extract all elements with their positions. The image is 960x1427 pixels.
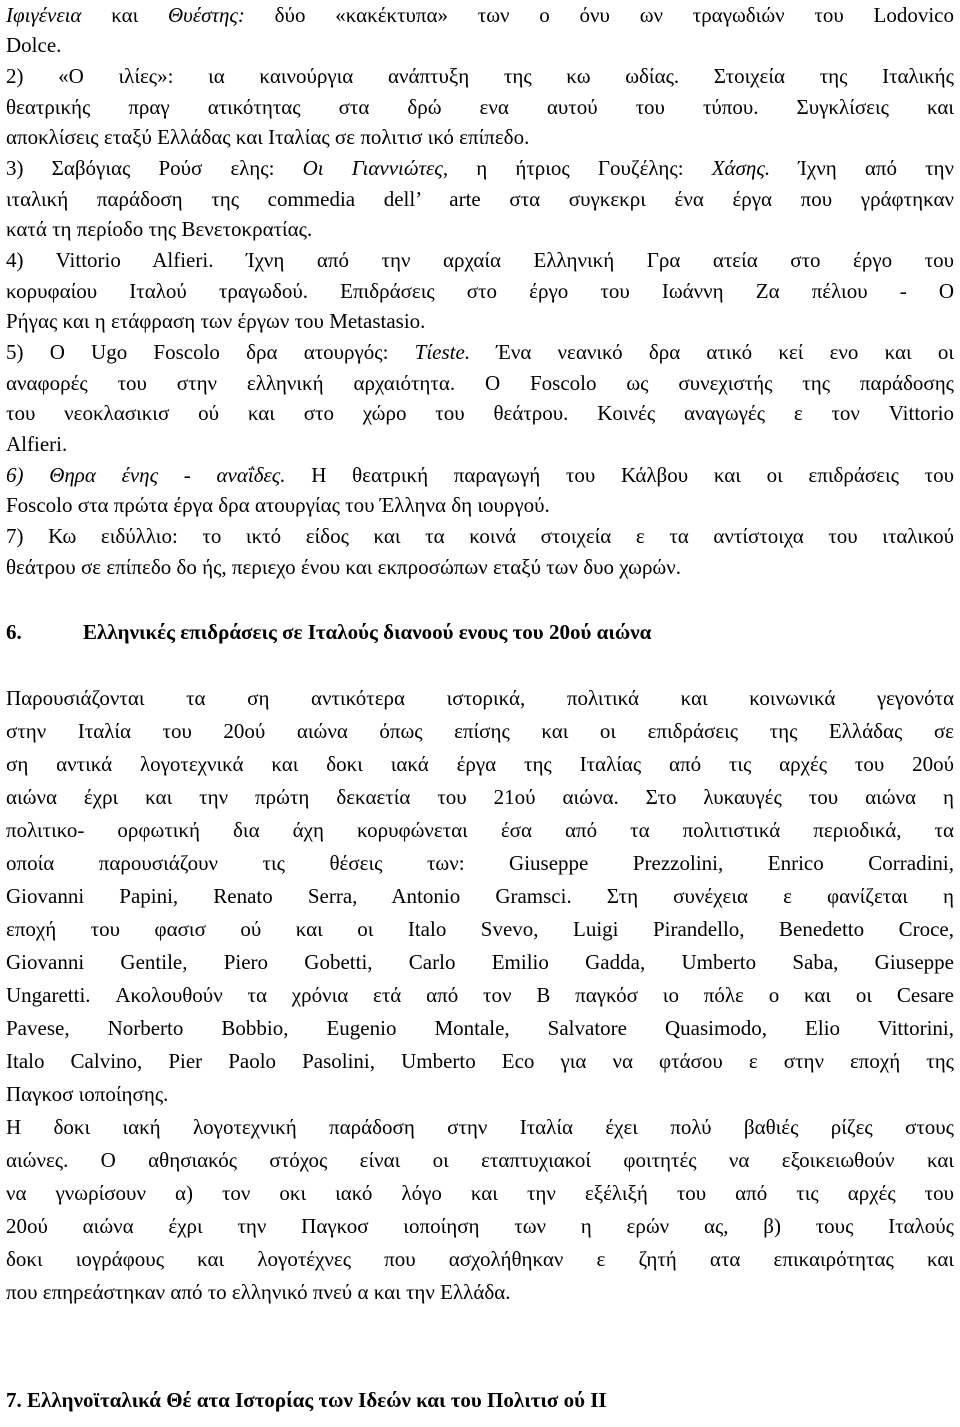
text-line: Foscolo στα πρώτα έργα δρα ατουργίας του Έλληνα δη ιουργού. bbox=[6, 493, 550, 517]
text-line: Dolce. bbox=[6, 33, 62, 57]
text-line: ιταλική παράδοση της commedia dell’ arte στα συγκεκρι ένα έργα που γράφτηκαν bbox=[6, 187, 954, 211]
text-line: 5) Ο Ugo Foscolo δρα ατουργός: Tίeste. Ένα νεανικό δρα ατικό κεί ενο και οι bbox=[6, 340, 954, 364]
text-line: Παρουσιάζονται τα ση αντικότερα ιστορικά, πολιτικά και κοινωνικά γεγονότα bbox=[6, 686, 954, 710]
section-number: 6. bbox=[6, 620, 22, 644]
text-line: αιώνα έχρι και την πρώτη δεκαετία του 21ού αιώνα. Στο λυκαυγές του αιώνα η bbox=[6, 785, 954, 809]
text-line: κατά τη περίοδο της Βενετοκρατίας. bbox=[6, 217, 313, 241]
text-line: 4) Vittorio Alfieri. Ίχνη από την αρχαία Ελληνική Γρα ατεία στο έργο του bbox=[6, 248, 954, 272]
text-line: δοκι ιογράφους και λογοτέχνες που ασχολήθηκαν ε ζητή ατα επικαιρότητας και bbox=[6, 1247, 954, 1271]
text-line: Italo Calvino, Pier Paolo Pasolini, Umberto Eco για να φτάσου ε στην εποχή της bbox=[6, 1049, 954, 1073]
italic-title: Θυέστης: bbox=[168, 3, 245, 27]
italic-title: 6) Θηρα ένης - αναΐδες. bbox=[6, 463, 286, 487]
text-line: Ιφιγένεια και Θυέστης: δύο «κακέκτυπα» των ο όνυ ων τραγωδιών του Lodovico bbox=[6, 3, 954, 27]
section-title: Ελληνικές επιδράσεις σε Ιταλούς διανοού ενους του 20ού αιώνα bbox=[83, 620, 652, 644]
text-line: στην Ιταλία του 20ού αιώνα όπως επίσης και οι επιδράσεις της Ελλάδας σε bbox=[6, 719, 954, 743]
text-line: αναφορές του στην ελληνική αρχαιότητα. Ο Foscolo ως συνεχιστής της παράδοσης bbox=[6, 371, 954, 395]
text-line: που επηρεάστηκαν από το ελληνικό πνεύ α και την Ελλάδα. bbox=[6, 1280, 511, 1304]
text-line: θεάτρου σε επίπεδο δο ής, περιεχο ένου και εκπροσώπων εταξύ των δυο χωρών. bbox=[6, 555, 681, 579]
text-line: 7) Κω ειδύλλιο: το ικτό είδος και τα κοινά στοιχεία ε τα αντίστοιχα του ιταλικού bbox=[6, 524, 954, 548]
text-line: Η δοκι ιακή λογοτεχνική παράδοση στην Ιταλία έχει πολύ βαθιές ρίζες στους bbox=[6, 1115, 954, 1139]
italic-title: Χάσης. bbox=[711, 156, 771, 180]
text-line: να γνωρίσουν α) τον οκι ιακό λόγο και την εξέλιξή του από τις αρχές του bbox=[6, 1181, 954, 1205]
text-line: 6) Θηρα ένης - αναΐδες. Η θεατρική παραγωγή του Κάλβου και οι επιδράσεις του bbox=[6, 463, 954, 487]
text-line: εποχή του φασισ ού και οι Italo Svevo, Luigi Pirandello, Benedetto Croce, bbox=[6, 917, 954, 941]
text-line: Ρήγας και η ετάφραση των έργων του Metastasio. bbox=[6, 309, 426, 333]
italic-title: Tίeste. bbox=[414, 340, 471, 364]
text-line: Ungaretti. Ακολουθούν τα χρόνια ετά από τον Β παγκόσ ιο πόλε ο και οι Cesare bbox=[6, 983, 954, 1007]
italic-title: Οι Γιαννιώτες, bbox=[302, 156, 449, 180]
text-line: Pavese, Norberto Bobbio, Eugenio Montale, Salvatore Quasimodo, Elio Vittorini, bbox=[6, 1016, 954, 1040]
text-line: ση αντικά λογοτεχνικά και δοκι ιακά έργα της Ιταλίας από τις αρχές του 20ού bbox=[6, 752, 954, 776]
text-line: Alfieri. bbox=[6, 432, 68, 456]
text-line: Παγκοσ ιοποίησης. bbox=[6, 1082, 169, 1106]
section-heading: 7. Ελληνοϊταλικά Θέ ατα Ιστορίας των Ιδεών και του Πολιτισ ού ΙΙ bbox=[6, 1388, 607, 1412]
text-line: αποκλίσεις εταξύ Ελλάδας και Ιταλίας σε πολιτισ ικό επίπεδο. bbox=[6, 125, 530, 149]
text-line: 20ού αιώνα έχρι την Παγκοσ ιοποίηση των η ερών ας, β) τους Ιταλούς bbox=[6, 1214, 954, 1238]
text-line: 3) Σαβόγιας Ρούσ ελης: Οι Γιαννιώτες, η ήτριος Γουζέλης: Χάσης. Ίχνη από την bbox=[6, 156, 955, 180]
text-line: Giovanni Gentile, Piero Gobetti, Carlo Emilio Gadda, Umberto Saba, Giuseppe bbox=[6, 950, 954, 974]
italic-title: Ιφιγένεια bbox=[6, 3, 82, 27]
text-line: 2) «Ο ιλίες»: ια καινούργια ανάπτυξη της κω ωδίας. Στοιχεία της Ιταλικής bbox=[6, 64, 954, 88]
text-line: αιώνες. Ο αθησιακός στόχος είναι οι εταπτυχιακοί φοιτητές να εξοικειωθούν και bbox=[6, 1148, 954, 1172]
text-line: Giovanni Papini, Renato Serra, Antonio Gramsci. Στη συνέχεια ε φανίζεται η bbox=[6, 884, 954, 908]
text-line: οποία παρουσιάζουν τις θέσεις των: Giuseppe Prezzolini, Enrico Corradini, bbox=[6, 851, 954, 875]
text-line: κορυφαίου Ιταλού τραγωδού. Επιδράσεις στο έργο του Ιωάννη Ζα πέλιου - Ο bbox=[6, 279, 954, 303]
text-line: πολιτικο- ορφωτική δια άχη κορυφώνεται έσα από τα πολιτιστικά περιοδικά, τα bbox=[6, 818, 954, 842]
text-line: θεατρικής πραγ ατικότητας στα δρώ ενα αυτού του τύπου. Συγκλίσεις και bbox=[6, 95, 954, 119]
section-heading bbox=[6, 617, 954, 647]
text-line: του νεοκλασικισ ού και στο χώρο του θεάτρου. Κοινές αναγωγές ε τον Vittorio bbox=[6, 401, 954, 425]
